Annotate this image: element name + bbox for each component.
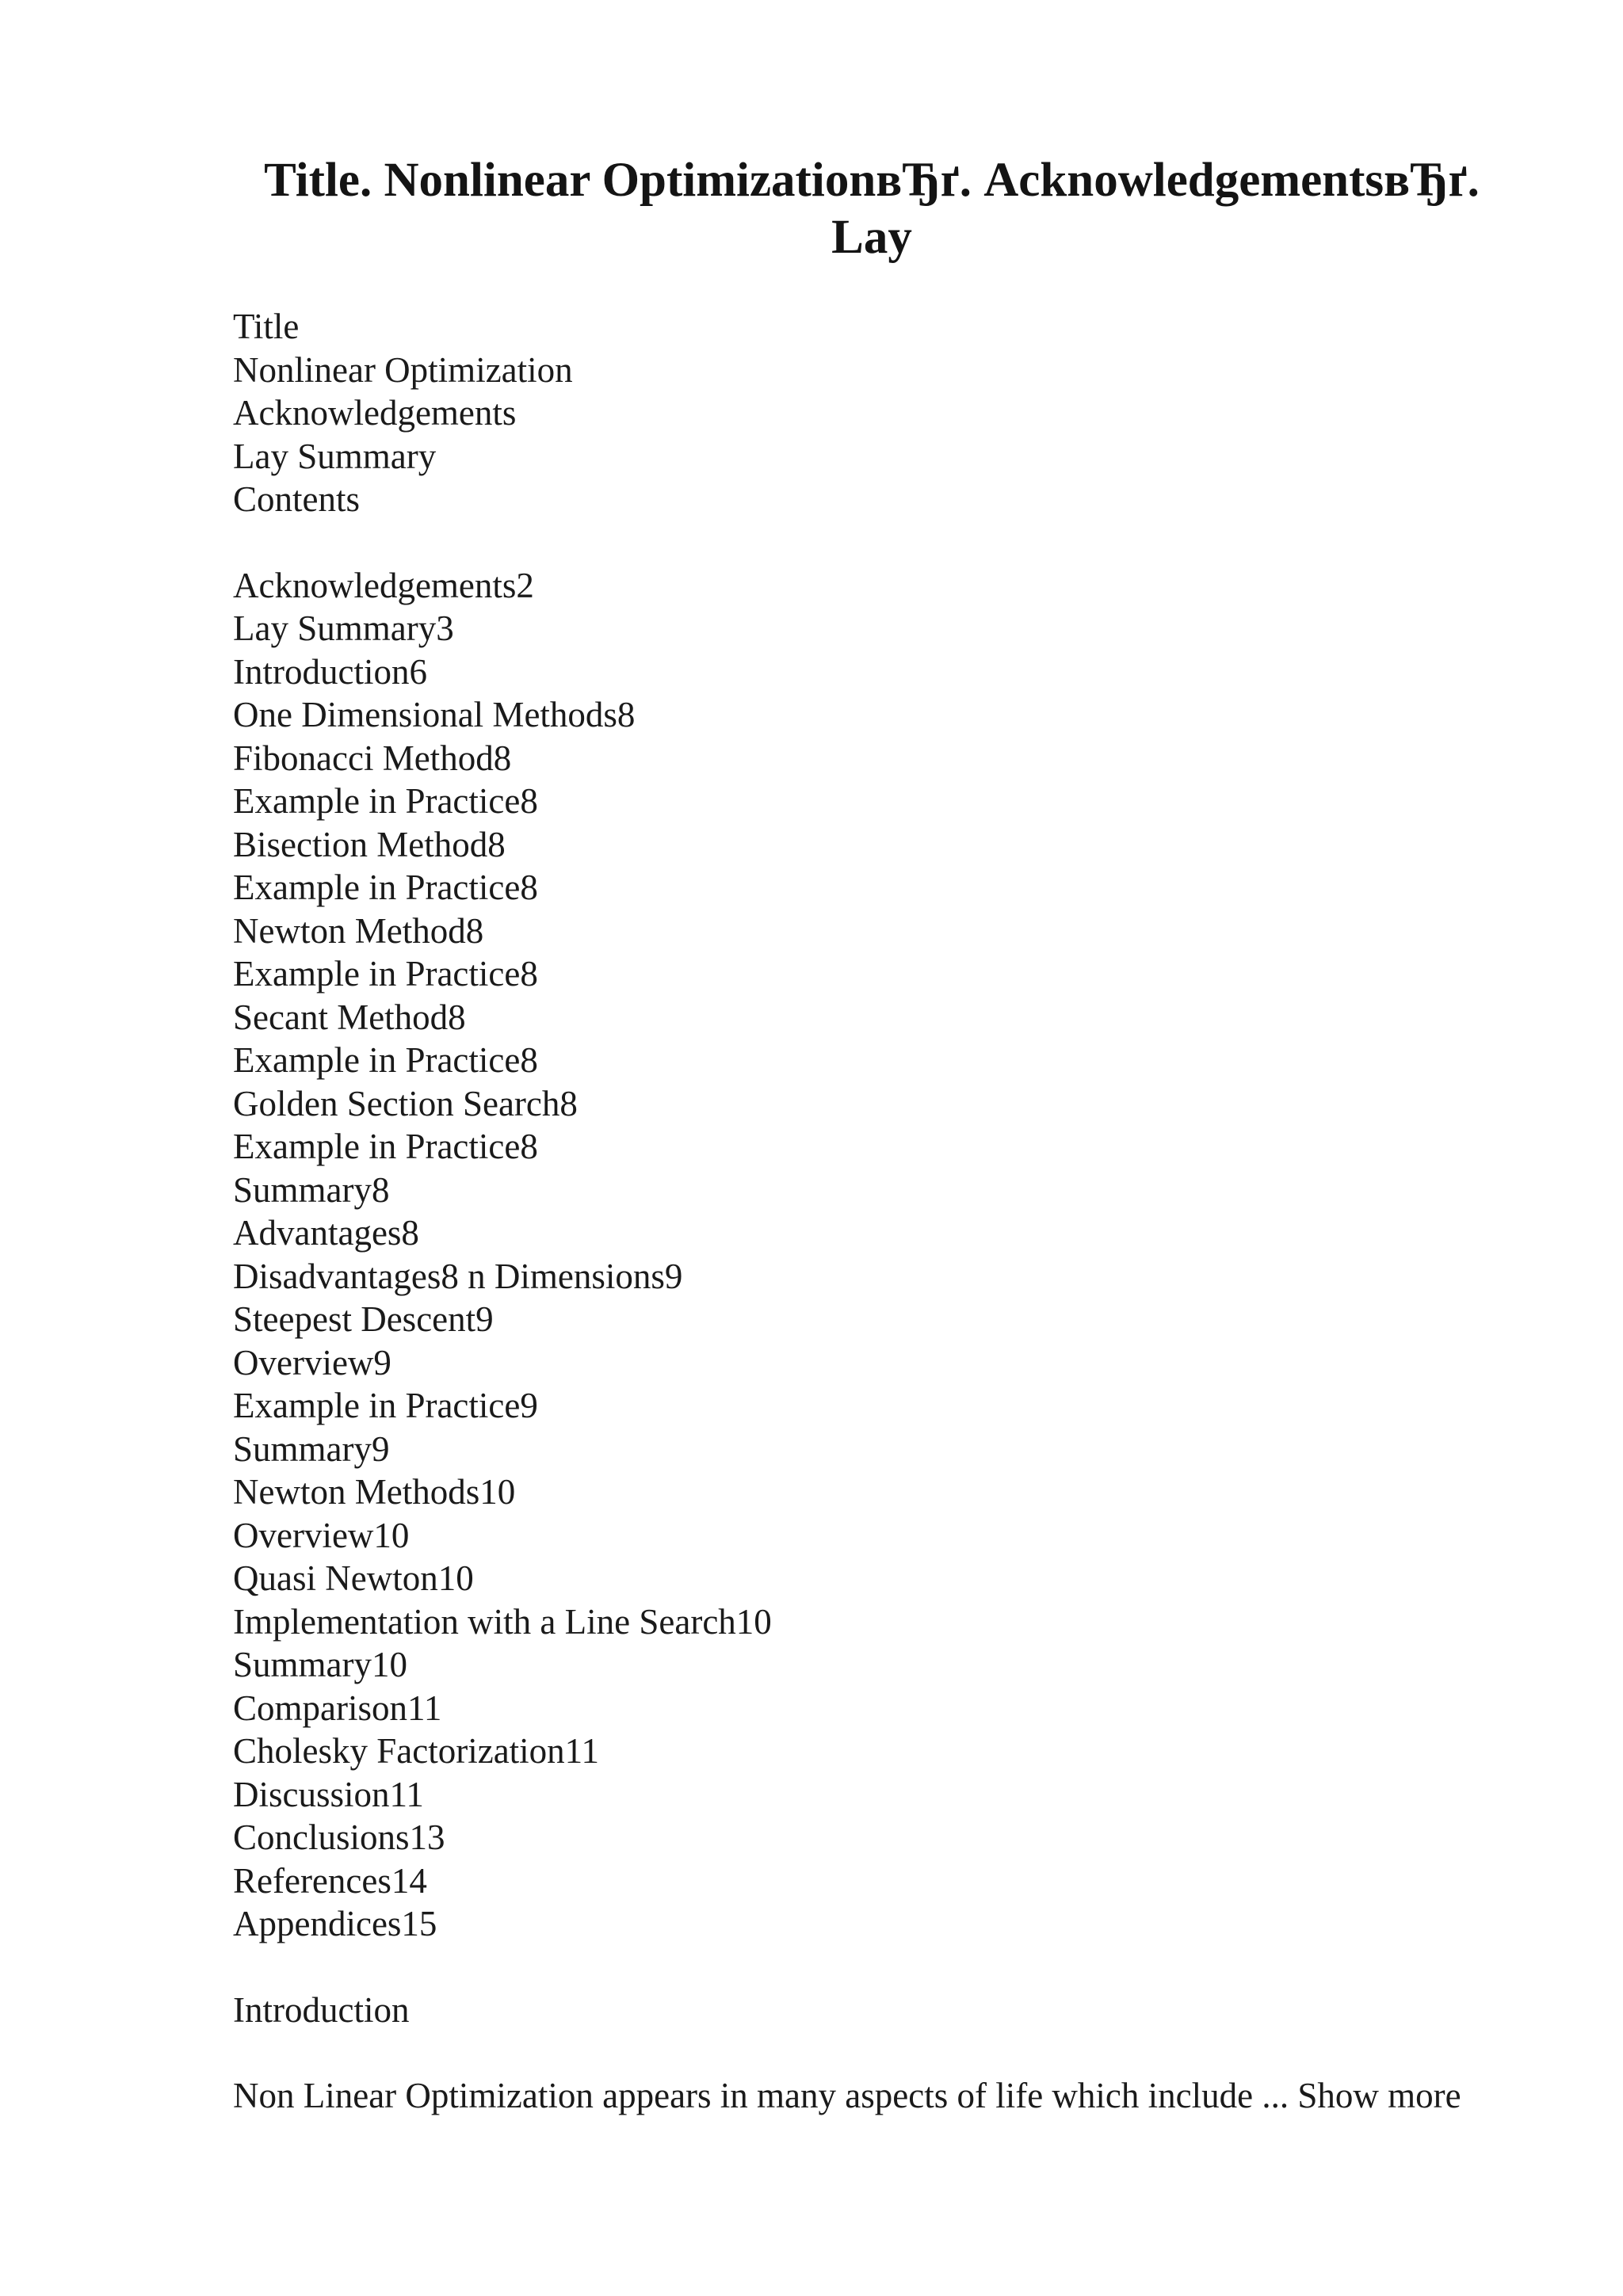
front-matter-item: Acknowledgements bbox=[233, 393, 517, 433]
toc-entry: Newton Method8 bbox=[233, 910, 484, 951]
toc-entry: Newton Methods10 bbox=[233, 1472, 516, 1512]
toc-entry: Example in Practice8 bbox=[233, 1127, 538, 1166]
toc-entry: Disadvantages8 n Dimensions9 bbox=[233, 1256, 683, 1296]
toc-entry: Secant Method8 bbox=[233, 997, 466, 1037]
toc-entry: Steepest Descent9 bbox=[233, 1299, 494, 1339]
toc-entry: Introduction6 bbox=[233, 651, 427, 692]
document-title: Title. Nonlinear OptimizationвЂґ. AcknowledgementsвЂґ. Lay bbox=[264, 154, 1480, 264]
toc-entry: Fibonacci Method8 bbox=[233, 738, 512, 778]
toc-entry: Quasi Newton10 bbox=[233, 1558, 474, 1598]
toc-entry: Conclusions13 bbox=[233, 1817, 445, 1857]
toc-entry: Advantages8 bbox=[233, 1213, 419, 1253]
toc-entry: Discussion11 bbox=[233, 1774, 424, 1814]
toc-entry: Example in Practice9 bbox=[233, 1386, 538, 1425]
toc-entry: Example in Practice8 bbox=[233, 954, 538, 994]
toc-entry: Cholesky Factorization11 bbox=[233, 1731, 599, 1771]
intro-paragraph bbox=[233, 2074, 1533, 2118]
document-body bbox=[233, 305, 1533, 2118]
section-heading-introduction: Introduction bbox=[233, 1989, 410, 2030]
toc-entry: Summary9 bbox=[233, 1428, 390, 1469]
show-more-link[interactable]: Show more bbox=[1297, 2076, 1461, 2115]
toc-entry: Overview10 bbox=[233, 1515, 410, 1555]
toc-entry: Summary8 bbox=[233, 1169, 390, 1210]
toc-entry: Example in Practice8 bbox=[233, 781, 538, 821]
toc-entry: Example in Practice8 bbox=[233, 868, 538, 907]
toc-entry: Overview9 bbox=[233, 1342, 391, 1383]
toc-entry: Lay Summary3 bbox=[233, 608, 454, 648]
toc-entry: Implementation with a Line Search10 bbox=[233, 1601, 772, 1642]
front-matter-item: Contents bbox=[233, 479, 361, 519]
toc-entry: One Dimensional Methods8 bbox=[233, 695, 636, 734]
table-of-contents bbox=[233, 564, 1533, 1946]
toc-entry: Golden Section Search8 bbox=[233, 1083, 578, 1123]
toc-entry: Example in Practice8 bbox=[233, 1040, 538, 1080]
front-matter-item: Nonlinear Optimization bbox=[233, 349, 573, 390]
toc-entry: Bisection Method8 bbox=[233, 824, 506, 864]
toc-entry: Acknowledgements2 bbox=[233, 565, 534, 605]
toc-entry: Summary10 bbox=[233, 1645, 407, 1684]
front-matter-item: Lay Summary bbox=[233, 436, 437, 476]
front-matter-item: Title bbox=[233, 307, 300, 346]
toc-entry: Appendices15 bbox=[233, 1904, 437, 1943]
toc-entry: Comparison11 bbox=[233, 1688, 442, 1728]
intro-text: Non Linear Optimization appears in many aspects of life which include ... bbox=[233, 2076, 1289, 2115]
toc-entry: References14 bbox=[233, 1860, 427, 1901]
front-matter-list bbox=[233, 305, 1533, 521]
